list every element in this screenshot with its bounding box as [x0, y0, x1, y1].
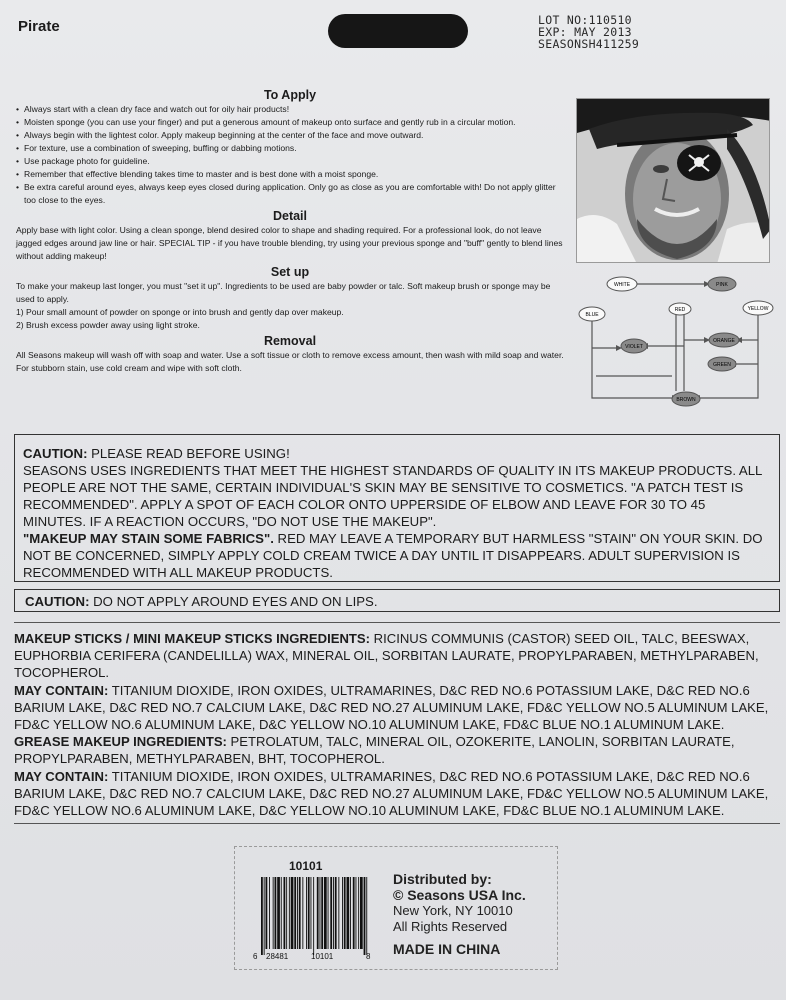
barcode-digit: 10101 — [311, 952, 334, 961]
barcode-bar — [294, 877, 296, 949]
barcode-bar — [321, 877, 323, 949]
swatch-blue — [579, 307, 605, 321]
divider — [14, 622, 780, 623]
barcode-bar — [302, 877, 303, 949]
barcode-digit: 28481 — [266, 952, 289, 961]
barcode-bar — [360, 877, 363, 949]
barcode-bar — [291, 877, 294, 949]
barcode-bar — [366, 877, 367, 955]
distributed-by-label: Distributed by: — [393, 871, 492, 887]
setup-text: To make your makeup last longer, you must "set it up". Ingredients to be used are baby powder or talc. Soft makeup brush or sponge may be used to apply. — [16, 281, 551, 304]
lot-number: LOT NO:110510 — [538, 13, 632, 27]
company-name: © Seasons USA Inc. — [393, 887, 526, 903]
distributor-info — [393, 871, 526, 957]
barcode-bar — [335, 877, 337, 949]
barcode-bar — [342, 877, 343, 949]
divider — [14, 823, 780, 824]
ingredients-block — [14, 733, 784, 767]
expiry-date: EXP: MAY 2013 — [538, 25, 632, 39]
barcode-bar — [308, 877, 310, 949]
ingredients-text: PETROLATUM, TALC, MINERAL OIL, OZOKERITE, LANOLIN, SORBITAN LAURATE, PROPYLPARABEN, METHYLPARABEN, BHT, TOCOPHEROL. — [14, 734, 735, 767]
ingredients-text: TITANIUM DIOXIDE, IRON OXIDES, ULTRAMARINES, D&C RED NO.6 POTASSIUM LAKE, D&C RED NO.6 BARIUM LAKE, D&C RED NO.7 CALCIUM LAKE, D&C RED NO.27 ALUMINUM LAKE, FD&C YELLOW NO.5 ALUMINUM LAKE, FD&C YELLOW NO.6 ALUMINUM LAKE, D&C YELLOW NO.10 ALUMINUM LAKE, FD&C BLUE NO.1 ALUMINUM LAKE. — [14, 768, 769, 819]
setup-heading: Set up — [270, 265, 310, 279]
swatch-label-white: WHITE — [613, 282, 631, 288]
sku-number: 10101 — [289, 859, 323, 873]
detail-heading: Detail — [272, 209, 308, 223]
ingredients-block — [14, 682, 784, 734]
ingredients-label: MAKEUP STICKS / MINI MAKEUP STICKS INGREDIENTS: — [14, 631, 370, 646]
swatch-white — [607, 277, 637, 291]
hang-hole — [328, 14, 468, 48]
barcode-digit: 6 — [253, 952, 258, 961]
caution-eyes-lips-box — [14, 589, 780, 612]
barcode-bar — [344, 877, 346, 949]
barcode-bar — [328, 877, 329, 949]
removal-heading: Removal — [263, 334, 317, 348]
list-item: • Moisten sponge (you can use your finger) and put a generous amount of makeup onto surface and gently rub in a circular motion. — [16, 116, 564, 129]
setup-step: 1) Pour small amount of powder on sponge or into brush and gently dap over makeup. — [16, 307, 344, 317]
detail-text: Apply base with light color. Using a clean sponge, blend desired color to shape and shading required. For a professional look, do not leave jagged edges around jaw line or hair. SPECIAL TIP - if you have trouble blending, try using your previous sponge and "buff" gently to blend lines without adding makeup! — [16, 225, 563, 261]
list-item: • Remember that effective blending takes time to master and is best done with a moist sponge. — [16, 168, 564, 181]
rights-reserved: All Rights Reserved — [393, 919, 508, 934]
stain-warning-text: RED MAY LEAVE A TEMPORARY BUT HARMLESS "STAIN" ON YOUR SKIN. DO NOT BE CONCERNED, SIMPLY APPLY COLD CREAM TWICE A DAY UNTIL IT DISAPPEARS. ADULT SUPERVISION IS RECOMMENDED WITH ALL MAKEUP PRODUCTS. — [23, 531, 763, 580]
barcode-bar — [324, 877, 327, 949]
barcode-bar — [333, 877, 334, 949]
ingredients-text: TITANIUM DIOXIDE, IRON OXIDES, ULTRAMARINES, D&C RED NO.6 POTASSIUM LAKE, D&C RED NO.6 BARIUM LAKE, D&C RED NO.7 CALCIUM LAKE, D&C RED NO.27 ALUMINUM LAKE, FD&C YELLOW NO.5 ALUMINUM LAKE, FD&C YELLOW NO.6 ALUMINUM LAKE, D&C YELLOW NO.10 ALUMINUM LAKE, FD&C BLUE NO.1 ALUMINUM LAKE. — [14, 682, 769, 733]
upc-barcode — [253, 877, 373, 961]
to-apply-list — [16, 103, 564, 207]
ingredients-label: GREASE MAKEUP INGREDIENTS: — [14, 734, 227, 750]
pirate-photo — [576, 98, 770, 263]
swatch-red — [669, 303, 691, 315]
list-item: • Always start with a clean dry face and watch out for oily hair products! — [16, 103, 564, 116]
swatch-label-green: GREEN — [713, 362, 731, 368]
swatch-pink — [708, 277, 736, 291]
caution-body: SEASONS USES INGREDIENTS THAT MEET THE HIGHEST STANDARDS OF QUALITY IN ITS MAKEUP PRODUCTS. ALL PEOPLE ARE NOT THE SAME, CERTAIN INDIVIDUAL'S SKIN MAY BE SENSITIVE TO COSMETICS. "A PATCH TEST IS RECOMMENDED". APPLY A SPOT OF EACH COLOR ONTO UPPERSIDE OF ELBOW AND LEAVE FOR 30 TO 45 MINUTES. IF A REACTION OCCURS, "DO NOT USE THE MAKEUP". — [23, 463, 762, 529]
ingredients-label: MAY CONTAIN: — [14, 682, 109, 698]
ingredients-block — [14, 630, 784, 682]
country-of-origin: MADE IN CHINA — [393, 941, 501, 957]
swatch-label-pink: PINK — [716, 282, 728, 288]
barcode-bar — [306, 877, 307, 949]
swatch-label-red: RED — [674, 307, 686, 313]
removal-text: All Seasons makeup will wash off with soap and water. Use a soft tissue or cloth to remove excess amount, then wash with mild soap and water. For stubborn stain, use cold cream and wipe with soft cloth. — [16, 350, 564, 373]
list-item: • Always begin with the lightest color. Apply makeup beginning at the center of the face and move outward. — [16, 129, 564, 142]
list-item: • For texture, use a combination of sweeping, buffing or dabbing motions. — [16, 142, 564, 155]
barcode-bar — [284, 877, 286, 949]
barcode-bar — [275, 877, 277, 949]
barcode-bar — [266, 877, 268, 949]
setup-step: 2) Brush excess powder away using light stroke. — [16, 320, 200, 330]
barcode-bar — [273, 877, 274, 949]
barcode-bar — [297, 877, 298, 949]
swatch-label-blue: BLUE — [585, 312, 599, 318]
batch-code: SEASONSH411259 — [538, 37, 640, 51]
company-address: New York, NY 10010 — [393, 903, 513, 918]
stain-warning-label: "MAKEUP MAY STAIN SOME FABRICS". — [23, 531, 274, 546]
barcode-bar — [269, 877, 270, 949]
barcode-bar — [330, 877, 332, 949]
list-item: • Use package photo for guideline. — [16, 155, 564, 168]
caution-label: CAUTION: — [23, 446, 88, 461]
swatch-violet — [621, 339, 647, 353]
barcode-bar — [356, 877, 357, 949]
ingredients-block — [14, 768, 784, 820]
color-blending-chart — [576, 268, 776, 418]
barcode-bar — [289, 877, 290, 949]
barcode-bar — [261, 877, 263, 955]
barcode-bar — [358, 877, 359, 949]
ingredients-text: RICINUS COMMUNIS (CASTOR) SEED OIL, TALC, BEESWAX, EUPHORBIA CERIFERA (CANDELILLA) WAX, MINERAL OIL, SORBITAN LAURATE, PROPYLPARABEN, METHYLPARABEN, TOCOPHEROL. — [14, 631, 759, 681]
barcode-bar — [317, 877, 319, 949]
swatch-brown — [672, 392, 700, 406]
barcode-bar — [350, 877, 351, 949]
barcode-bar — [311, 877, 312, 949]
swatch-label-brown: BROWN — [676, 397, 696, 403]
barcode-bar — [286, 877, 287, 949]
caution-intro: PLEASE READ BEFORE USING! — [87, 446, 290, 461]
barcode-bar — [353, 877, 355, 949]
pirate-face-image — [577, 99, 770, 263]
to-apply-heading: To Apply — [263, 88, 317, 102]
barcode-bar — [347, 877, 350, 949]
caution-patch-test-box — [14, 434, 780, 582]
barcode-bar — [320, 877, 321, 949]
barcode-digit: 8 — [366, 952, 371, 961]
barcode-bar — [313, 877, 314, 955]
ingredients-section — [14, 630, 784, 819]
swatch-label-orange: ORANGE — [713, 338, 735, 344]
ingredients-label: MAY CONTAIN: — [14, 768, 109, 784]
barcode-area — [234, 846, 558, 970]
caution-eyes-lips-text: DO NOT APPLY AROUND EYES AND ON LIPS. — [89, 594, 378, 609]
barcode-bar — [281, 877, 282, 949]
swatch-yellow — [743, 301, 773, 315]
barcode-bar — [299, 877, 301, 949]
caution-label: CAUTION: — [25, 594, 90, 609]
barcode-bar — [277, 877, 280, 949]
barcode-bar — [338, 877, 339, 949]
lot-stamp — [538, 14, 639, 50]
barcode-bar — [364, 877, 366, 955]
product-title: Pirate — [18, 18, 60, 35]
list-item: • Be extra careful around eyes, always keep eyes closed during application. Only go as close as you are comfortable with! Do not apply glitter too close to the eyes. — [16, 181, 564, 207]
barcode-bar — [264, 877, 265, 955]
swatch-green — [708, 357, 736, 371]
instructions-section — [16, 86, 564, 375]
swatch-orange — [709, 333, 739, 347]
swatch-label-yellow: YELLOW — [747, 306, 769, 312]
swatch-label-violet: VIOLET — [625, 344, 643, 350]
